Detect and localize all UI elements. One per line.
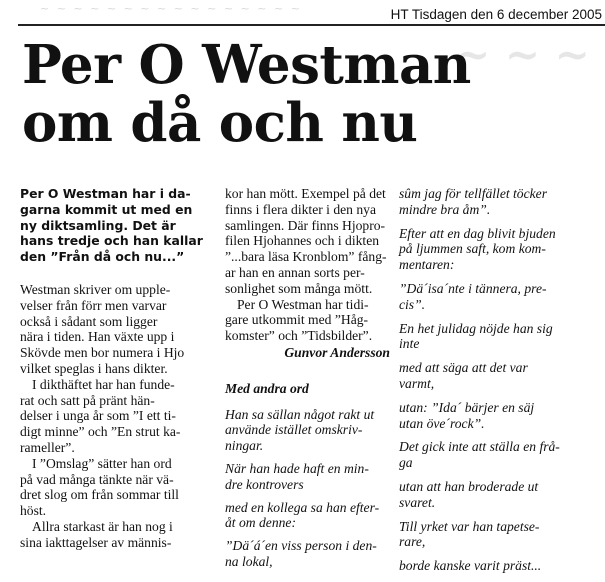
body-line: Per O Westman har tidi-: [237, 296, 369, 312]
poem-stanza: [225, 500, 390, 532]
article-column-1: [20, 186, 216, 551]
poem-line: på ljummen saft, kom kom-: [399, 241, 546, 257]
poem-stanza: [225, 407, 390, 454]
body-paragraph: [225, 297, 390, 344]
poem-line: varmt,: [399, 375, 435, 391]
poem-line: na lokal,: [225, 553, 273, 569]
body-line: rameller”.: [20, 439, 75, 455]
poem-line: borde kanske varit präst...: [399, 558, 542, 574]
body-paragraph: [20, 456, 216, 519]
body-line: digt minne” och ”En strut ka-: [20, 424, 181, 440]
poem-line: Efter att en dag blivit bjuden: [399, 225, 556, 241]
poem-line: använde istället omskriv-: [225, 422, 363, 438]
body-paragraph: [20, 282, 216, 377]
body-line: sonlighet som många mött.: [225, 280, 373, 296]
article-lead: [20, 186, 216, 265]
poem-line: svaret.: [399, 494, 436, 510]
lead-line: den ”Från då och nu...”: [20, 249, 185, 265]
body-line: gare utkommit med ”Håg-: [225, 312, 369, 328]
poem-line: åt om denne:: [225, 515, 296, 531]
lead-line: ny diktsamling. Det är: [20, 217, 176, 233]
body-line: Westman skriver om upple-: [20, 281, 171, 297]
headline-line-1: Per O Westman: [22, 34, 471, 96]
poem-title: Med andra ord: [225, 380, 309, 396]
body-line: ”...bara läsa Kronblom” fång-: [225, 249, 387, 265]
body-line: kor han mött. Exempel på det: [225, 186, 386, 201]
body-line: I dikthäftet har han funde-: [32, 376, 175, 392]
body-paragraph: [225, 186, 390, 297]
lead-line: garna kommit ut med en: [20, 201, 193, 217]
faded-bleedthrough-text: ~ ~ ~: [455, 30, 590, 79]
poem-line: utan att han broderade ut: [399, 478, 539, 494]
body-paragraph: [20, 377, 216, 456]
poem-stanza: [399, 360, 599, 392]
body-line: komster” och ”Tidsbilder”.: [225, 328, 373, 344]
lead-line: hans tredje och han kallar: [20, 233, 203, 249]
poem-line: cis”.: [399, 296, 426, 312]
lead-line: Per O Westman har i da-: [20, 186, 191, 201]
poem-stanza: [399, 558, 599, 574]
poem-part-1: [225, 407, 390, 570]
poem-stanza: [225, 538, 390, 570]
article-headline: [22, 36, 542, 152]
body-line: höst.: [20, 503, 47, 519]
poem-line: ningar.: [225, 438, 264, 454]
poem-line: dre kontrovers: [225, 476, 304, 492]
poem-line: Till yrket var han tapetse-: [399, 518, 540, 534]
poem-line: utan öve´rock”.: [399, 415, 485, 431]
poem-line: utan: ”Ida´ bärjer en säj: [399, 399, 535, 415]
body-line: Allra starkast är han nog i: [32, 518, 173, 534]
poem-line: ”Dä´isa´nte i tännera, pre-: [399, 280, 547, 296]
author-byline: Gunvor Andersson: [284, 344, 390, 360]
poem-stanza: [399, 226, 599, 273]
body-line: delser i unga år som ”I ett ti-: [20, 408, 176, 424]
poem-line: med en kollega sa han efter-: [225, 499, 380, 515]
body-line: filen Hjohannes och i dikten: [225, 233, 380, 249]
body-line: velser från förr men varvar: [20, 297, 167, 313]
body-line: I ”Omslag” sätter han ord: [32, 455, 172, 471]
body-line: rat och satt på pränt hän-: [20, 392, 155, 408]
publication-dateline: HT Tisdagen den 6 december 2005: [390, 7, 602, 22]
body-line: också i sådant som ligger: [20, 313, 158, 329]
body-line: sina iakttagelser av männis-: [20, 534, 172, 550]
body-paragraph: [20, 519, 216, 551]
body-line: vilket speglas i hans dikter.: [20, 360, 168, 376]
poem-stanza: [399, 439, 599, 471]
article-column-2: [225, 186, 390, 577]
poem-line: inte: [399, 336, 420, 352]
poem-line: ”Dä´á´en viss person i den-: [225, 538, 377, 554]
poem-stanza: [399, 519, 599, 551]
poem-line: sûm jag för tellfället töcker: [399, 186, 547, 201]
poem-line: Han sa sällan något rakt ut: [225, 406, 375, 422]
faded-masthead-bleed: ~ ~ ~ ~ ~ ~ ~ ~ ~ ~ ~ ~ ~ ~ ~ ~: [40, 2, 302, 15]
poem-line: mentaren:: [399, 257, 455, 273]
poem-line: Det gick inte att ställa en frå-: [399, 439, 560, 455]
poem-stanza: [225, 461, 390, 493]
poem-line: rare,: [399, 534, 426, 550]
poem-line: med att säga att det var: [399, 360, 528, 376]
body-line: ar han en annan sorts per-: [225, 264, 365, 280]
poem-stanza: [399, 186, 599, 218]
poem-line: mindre bra åm”.: [399, 201, 491, 217]
body-line: nära i tiden. Han växte upp i: [20, 329, 175, 345]
poem-stanza: [399, 321, 599, 353]
poem-line: En het julidag nöjde han sig: [399, 320, 553, 336]
body-line: samlingen. Där finns Hjopro-: [225, 217, 386, 233]
body-line: Skövde men bor numera i Hjo: [20, 345, 185, 361]
body-line: dret slog om från sommar till: [20, 487, 179, 503]
poem-line: När han hade haft en min-: [225, 460, 369, 476]
body-line: på vad många tänkte när vä-: [20, 471, 174, 487]
poem-stanza: [399, 400, 599, 432]
article-column-3: [399, 186, 599, 582]
poem-line: ga: [399, 455, 413, 471]
poem-stanza: [399, 479, 599, 511]
poem-stanza: [399, 281, 599, 313]
header-rule: [18, 24, 605, 26]
headline-line-2: om då och nu: [22, 92, 418, 154]
body-line: finns i flera dikter i den nya: [225, 201, 376, 217]
